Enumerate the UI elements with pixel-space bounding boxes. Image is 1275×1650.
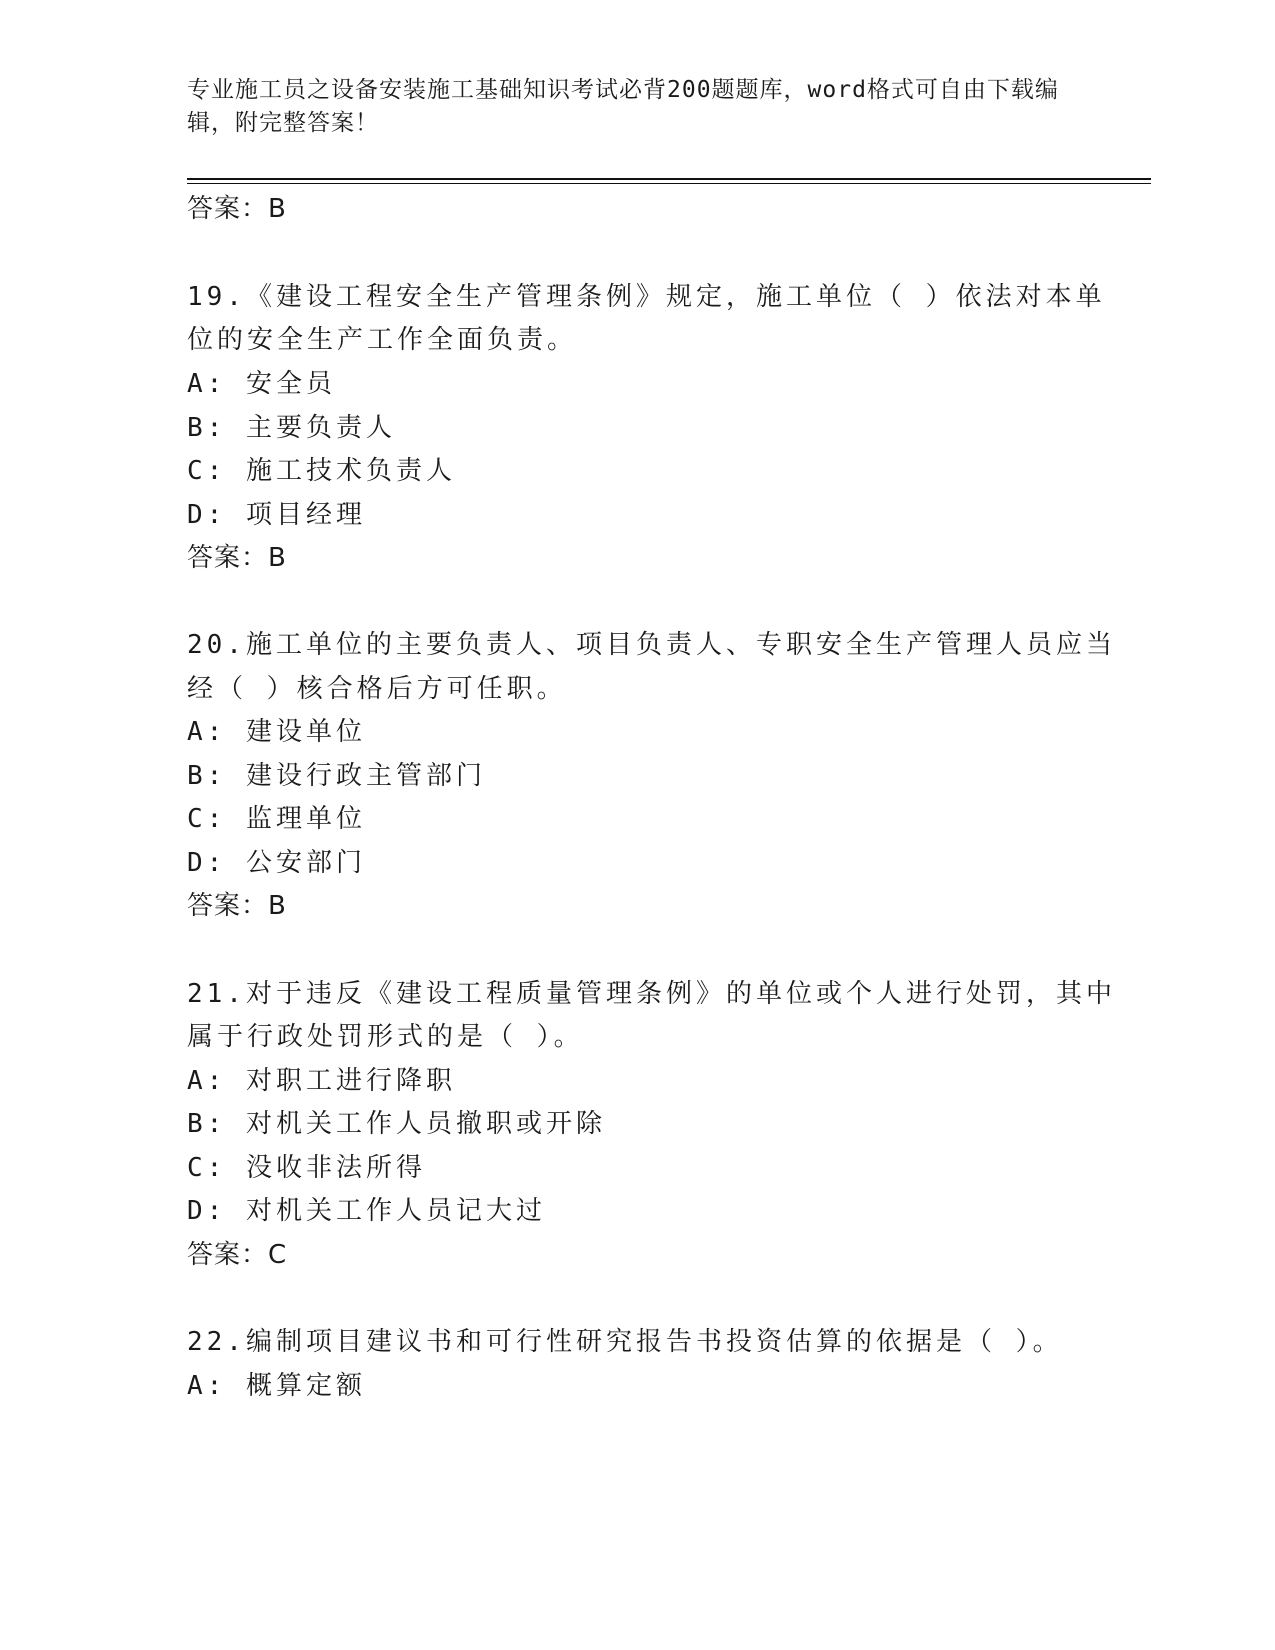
option-a: A: 安全员 — [187, 369, 336, 399]
question-19-line1: 19.《建设工程安全生产管理条例》规定，施工单位（ ）依法对本单 — [187, 282, 1106, 312]
option-c: C: 施工技术负责人 — [187, 456, 456, 486]
option-c: C: 没收非法所得 — [187, 1153, 426, 1183]
question-21-line1: 21.对于违反《建设工程质量管理条例》的单位或个人进行处罚，其中 — [187, 979, 1116, 1009]
answer-19: 答案：B — [187, 543, 287, 573]
option-c: C: 监理单位 — [187, 804, 366, 834]
option-a: A: 对职工进行降职 — [187, 1066, 456, 1096]
header-divider — [187, 178, 1151, 180]
answer-18: 答案：B — [187, 194, 287, 224]
option-d: D: 对机关工作人员记大过 — [187, 1196, 546, 1226]
question-22-line1: 22.编制项目建议书和可行性研究报告书投资估算的依据是（ ）。 — [187, 1327, 1063, 1357]
option-a: A: 概算定额 — [187, 1371, 366, 1401]
option-b: B: 主要负责人 — [187, 413, 396, 443]
document-header: 专业施工员之设备安装施工基础知识考试必背200题题库，word格式可自由下载编辑，附完整答案！ — [187, 77, 1059, 136]
question-21-line2: 属于行政处罚形式的是（ ）。 — [187, 1022, 584, 1052]
header-divider-thin — [187, 183, 1151, 184]
question-19-line2: 位的安全生产工作全面负责。 — [187, 325, 578, 355]
option-b: B: 对机关工作人员撤职或开除 — [187, 1109, 606, 1139]
question-20-line2: 经（ ）核合格后方可任职。 — [187, 674, 567, 704]
option-d: D: 公安部门 — [187, 848, 366, 878]
option-b: B: 建设行政主管部门 — [187, 761, 486, 791]
answer-20: 答案：B — [187, 891, 287, 921]
option-d: D: 项目经理 — [187, 500, 366, 530]
option-a: A: 建设单位 — [187, 717, 366, 747]
answer-21: 答案：C — [187, 1240, 288, 1270]
question-20-line1: 20.施工单位的主要负责人、项目负责人、专职安全生产管理人员应当 — [187, 630, 1116, 660]
